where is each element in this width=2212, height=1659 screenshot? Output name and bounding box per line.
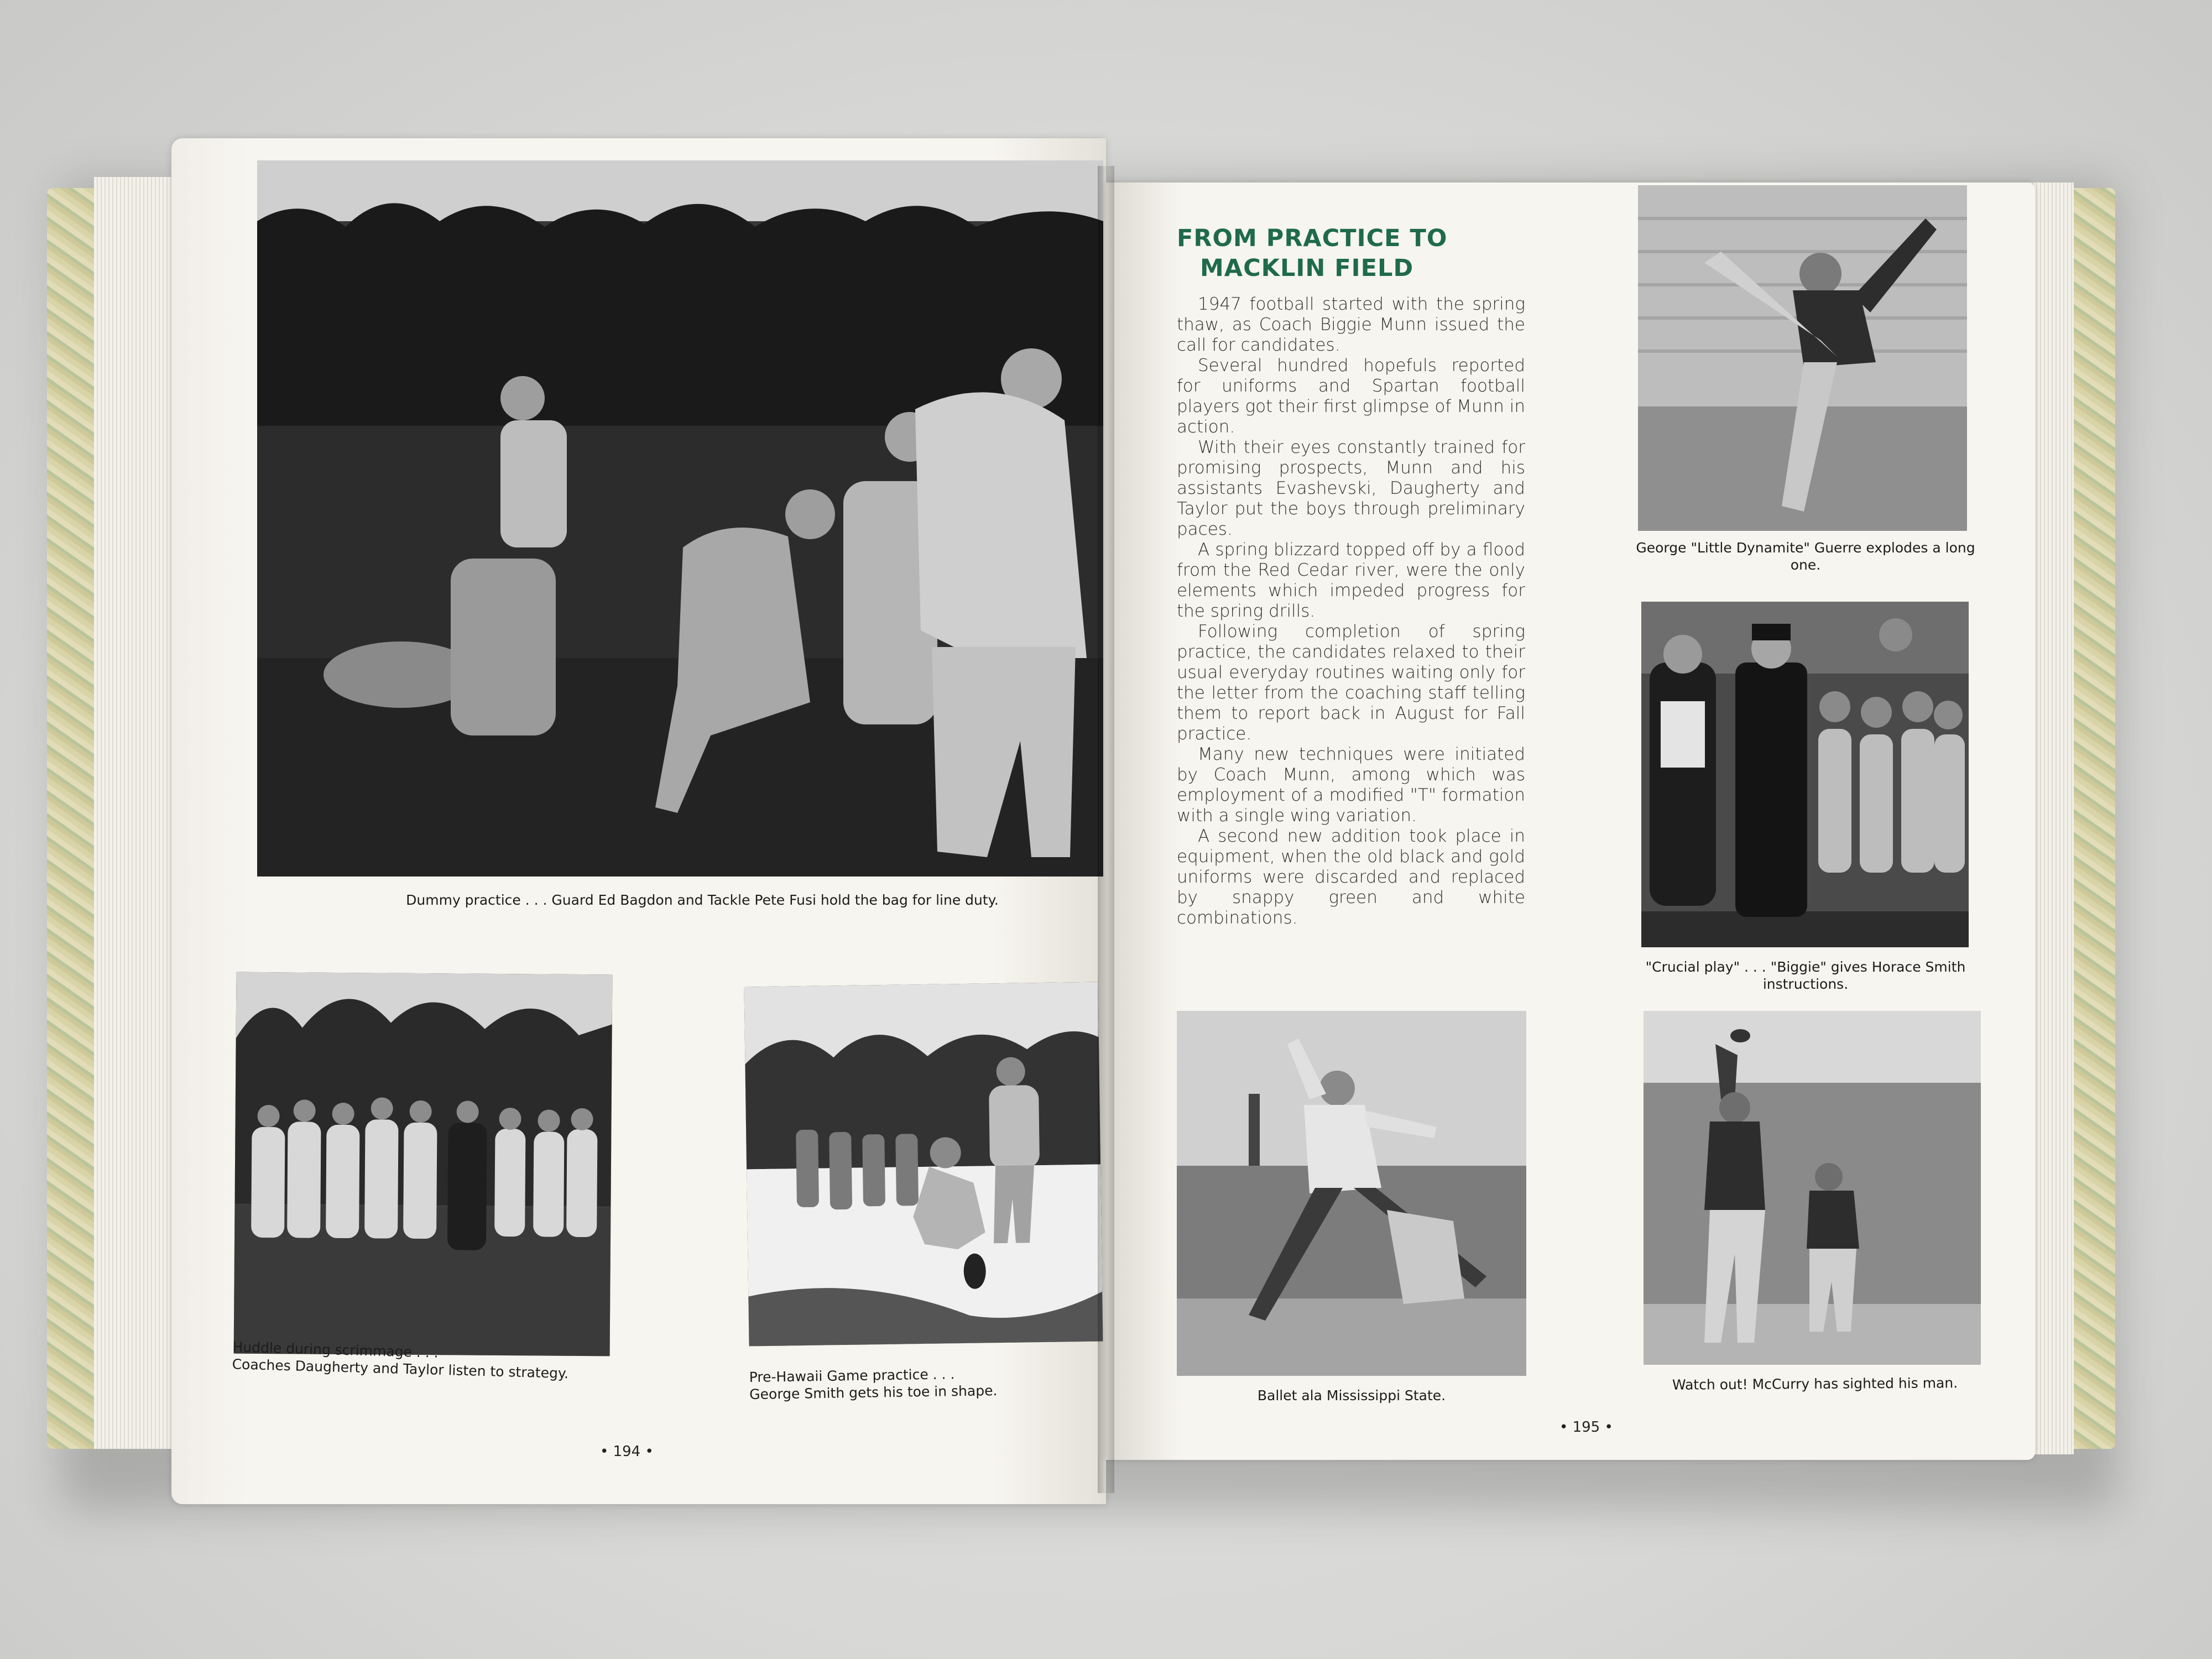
paragraph-4: A spring blizzard topped off by a flood from the Red Cedar river, were the only elements which impeded progress for the spring drills. — [1177, 540, 1525, 621]
paragraph-3: With their eyes constantly trained for promising prospects, Munn and his assistants Evashevski, Daugherty and Taylor put the boys through preliminary paces. — [1177, 437, 1525, 539]
photo-crucial-play — [1641, 602, 1969, 947]
caption-guerre-kick — [1631, 539, 1980, 574]
guerre-kick-scene — [1638, 185, 1967, 531]
page-number-right: • 195 • — [1559, 1419, 1613, 1436]
photo-ballet-mississippi — [1177, 1011, 1526, 1376]
caption-huddle-line2: Coaches Daugherty and Taylor listen to strategy. — [232, 1356, 569, 1382]
photo-dummy-practice — [257, 160, 1103, 877]
heading-line2: MACKLIN FIELD — [1200, 254, 1414, 282]
caption-dummy-practice: Dummy practice . . . Guard Ed Bagdon and Tackle Pete Fusi hold the bag for line duty. — [406, 892, 999, 908]
paragraph-1: 1947 football started with the spring thaw, as Coach Biggie Munn issued the call for candidates. — [1177, 294, 1525, 355]
paragraph-5: Following completion of spring practice, the candidates relaxed to their usual everyday routines waiting only for the letter from the coaching staff telling them to report back in August for Fall practice. — [1177, 622, 1525, 744]
book-spine-gutter — [1098, 166, 1114, 1493]
pre-hawaii-scene — [744, 982, 1103, 1347]
caption-pre-hawaii-line2: George Smith gets his toe in shape. — [749, 1383, 998, 1403]
caption-huddle-line1: Huddle during scrimmage . . . — [232, 1339, 439, 1361]
page-number-left: • 194 • — [600, 1443, 654, 1460]
caption-mccurry: Watch out! McCurry has sighted his man. — [1672, 1375, 1958, 1393]
mccurry-scene — [1644, 1011, 1981, 1365]
paragraph-2: Several hundred hopefuls reported for uniforms and Spartan football players got their first glimpse of Munn in action. — [1177, 356, 1525, 437]
paragraph-7: A second new addition took place in equipment, when the old black and gold uniforms were discarded and replaced by snappy green and white combinations. — [1177, 826, 1525, 928]
dummy-practice-scene — [257, 160, 1103, 877]
article-heading — [1177, 224, 1486, 284]
photo-guerre-kick — [1638, 185, 1967, 531]
caption-crucial-line2: instructions. — [1762, 976, 1849, 993]
paragraph-6: Many new techniques were initiated by Coach Munn, among which was employment of a modified "T" formation with a single wing variation. — [1177, 744, 1525, 826]
caption-pre-hawaii-line1: Pre-Hawaii Game practice . . . — [749, 1366, 955, 1386]
caption-guerre-line2: one. — [1790, 557, 1821, 573]
caption-crucial-line1: "Crucial play" . . . "Biggie" gives Horace Smith — [1645, 959, 1966, 975]
crucial-play-scene — [1641, 602, 1969, 947]
photo-huddle — [234, 972, 613, 1357]
article-body — [1177, 294, 1525, 928]
caption-crucial-play — [1631, 958, 1980, 993]
caption-guerre-line1: George "Little Dynamite" Guerre explodes a long — [1636, 540, 1975, 556]
caption-pre-hawaii — [749, 1363, 1104, 1404]
photo-pre-hawaii-practice — [744, 982, 1103, 1347]
photo-mccurry — [1644, 1011, 1981, 1365]
caption-ballet: Ballet ala Mississippi State. — [1257, 1387, 1446, 1404]
ballet-scene — [1177, 1011, 1526, 1376]
heading-line1: FROM PRACTICE TO — [1177, 225, 1448, 252]
huddle-scene — [234, 972, 613, 1357]
